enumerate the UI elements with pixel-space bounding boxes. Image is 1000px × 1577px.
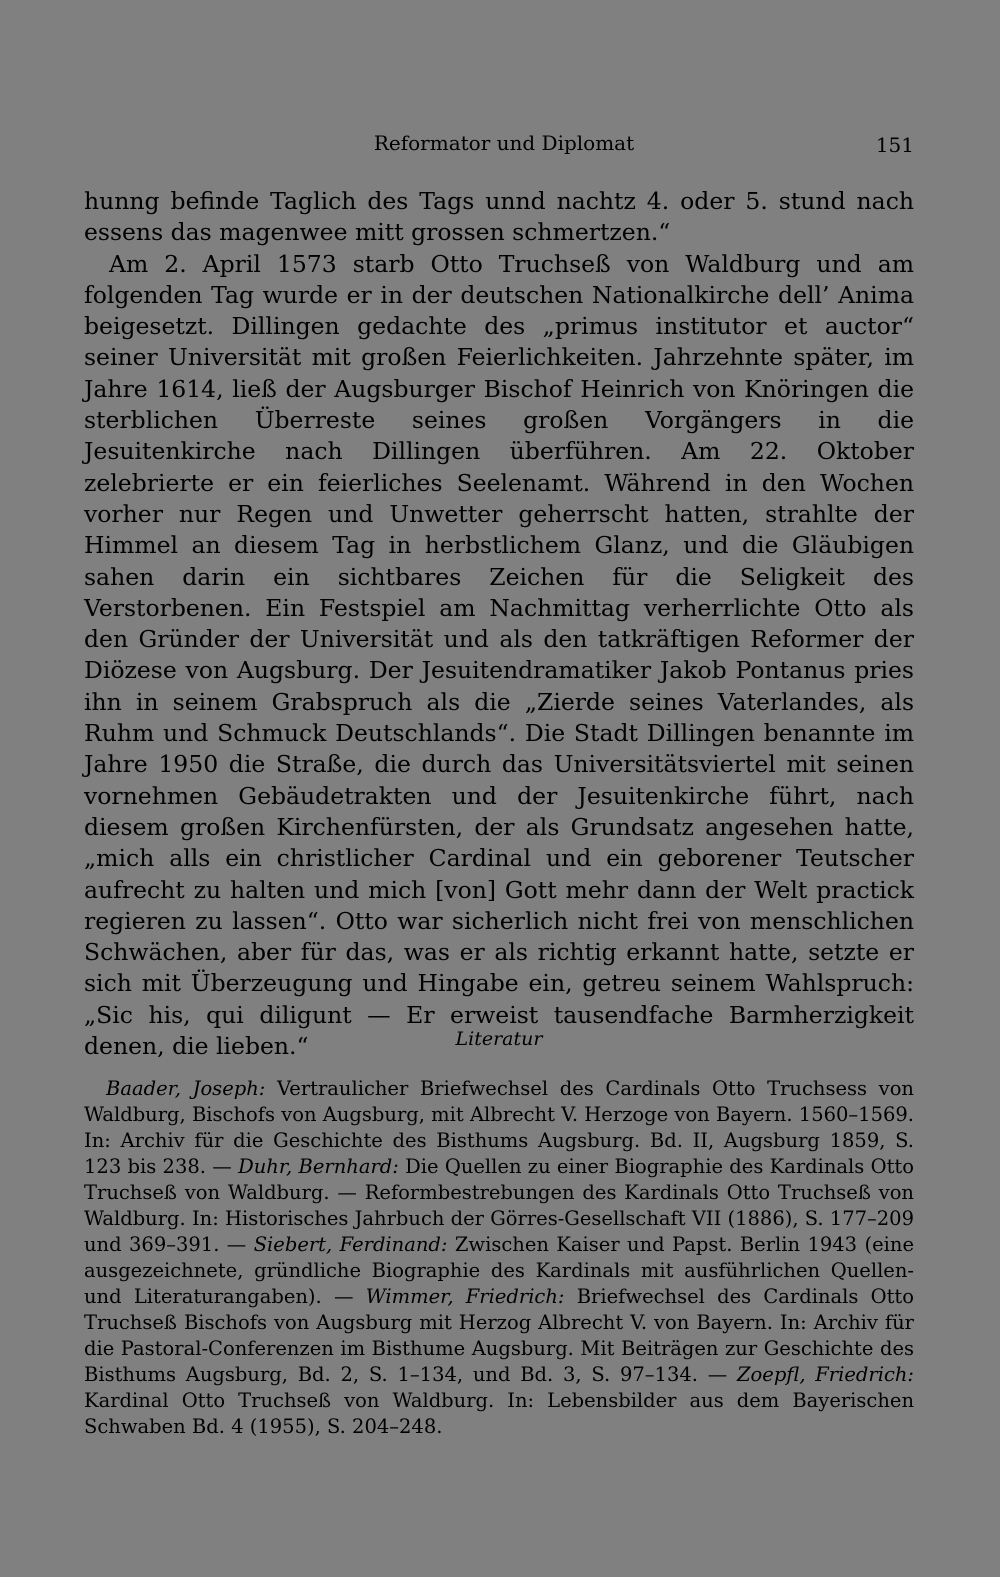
literature-author: Wimmer, Friedrich: (365, 1285, 565, 1308)
literature-entry-text: Kardinal Otto Truchseß von Waldburg. In: Lebensbilder aus dem Bayerischen Schwaben Bd. 4 (1955), S. 204–248. (84, 1389, 914, 1438)
literature-author: Duhr, Bernhard: (238, 1155, 399, 1178)
running-head (84, 131, 924, 161)
literature-entry-text: Briefwechsel des Cardinals Otto Truchseß Bischofs von Augsburg mit Herzog Albrecht V. von Bayern. In: Archiv für die Pastoral-Conferenzen im Bisthume Augsburg. Mit Beiträgen zur Geschichte des Bisthums Augsburg, Bd. 2, S. 1–134, und Bd. 3, S. 97–134. — (84, 1285, 914, 1386)
body-paragraph-1: hunng befinde Taglich des Tags unnd nachtz 4. oder 5. stund nach essens das magenwee mitt grossen schmertzen.“ (84, 187, 914, 247)
literature-paragraph (84, 1076, 914, 1440)
page-number: 151 (875, 133, 914, 157)
literature-entry-text: Vertraulicher Briefwechsel des Cardinals Otto Truchsess von Waldburg, Bischofs von Augsburg, mit Albrecht V. Herzoge von Bayern. 1560–1569. In: Archiv für die Geschichte des Bisthums Augsburg. Bd. II, Augsburg 1859, S. 123 bis 238. — (84, 1077, 914, 1178)
literature-author: Baader, Joseph: (106, 1077, 266, 1100)
body-paragraph-2: Am 2. April 1573 starb Otto Truchseß von Waldburg und am folgenden Tag wurde er in der deutschen Nationalkirche dell’ Anima beigesetzt. Dillingen gedachte des „primus institutor et auctor“ seiner Universität mit großen Feierlichkeiten. Jahrzehnte später, im Jahre 1614, ließ der Augsburger Bischof Heinrich von Knöringen die sterblichen Überreste seines großen Vorgängers in die Jesuitenkirche nach Dillingen überführen. Am 22. Oktober zelebrierte er ein feierliches Seelenamt. Während in den Wochen vorher nur Regen und Unwetter geherrscht hatten, strahlte der Himmel an diesem Tag in herbstlichem Glanz, und die Gläubigen sahen darin ein sichtbares Zeichen für die Seligkeit des Verstorbenen. Ein Festspiel am Nachmittag verherrlichte Otto als den Gründer der Universität und als den tatkräftigen Reformer der Diözese von Augsburg. Der Jesuitendramatiker Jakob Pontanus pries ihn in seinem Grabspruch als die „Zierde seines Vaterlandes, als Ruhm und Schmuck Deutschlands“. Die Stadt Dillingen benannte im Jahre 1950 die Straße, die durch das Universitätsviertel mit seinen vornehmen Gebäudetrakten und der Jesuitenkirche führt, nach diesem großen Kirchenfürsten, der als Grundsatz angesehen hatte, „mich alls ein christlicher Cardinal und ein geborener Teutscher aufrecht zu halten und mich [von] Gott mehr dann der Welt practick regieren zu lassen“. Otto war sicherlich nicht frei von menschlichen Schwächen, aber für das, was er als richtig erkannt hatte, setzte er sich mit Überzeugung und Hingabe ein, getreu seinem Wahlspruch: „Sic his, qui diligunt — Er erweist tausendfache Barmherzigkeit denen, die lieben.“ (84, 249, 914, 1061)
literature-entry-text: Die Quellen zu einer Biographie des Kardinals Otto Truchseß von Waldburg. — Reformbestrebungen des Kardinals Otto Truchseß von Waldburg. In: Historisches Jahrbuch der Görres-Gesellschaft VII (1886), S. 177–209 und 369–391. — (84, 1155, 914, 1256)
literature-heading: Literatur (455, 1028, 543, 1050)
running-title: Reformator und Diplomat (373, 131, 635, 155)
literature-entry-text: Zwischen Kaiser und Papst. Berlin 1943 (eine ausgezeichnete, gründliche Biographie des Kardinals mit ausführlichen Quellen- und Literaturangaben). — (84, 1233, 914, 1308)
literature-author: Siebert, Ferdinand: (253, 1233, 448, 1256)
literature-author: Zoepfl, Friedrich: (737, 1363, 914, 1386)
literature-list (84, 1076, 914, 1440)
body-text (84, 186, 914, 1062)
